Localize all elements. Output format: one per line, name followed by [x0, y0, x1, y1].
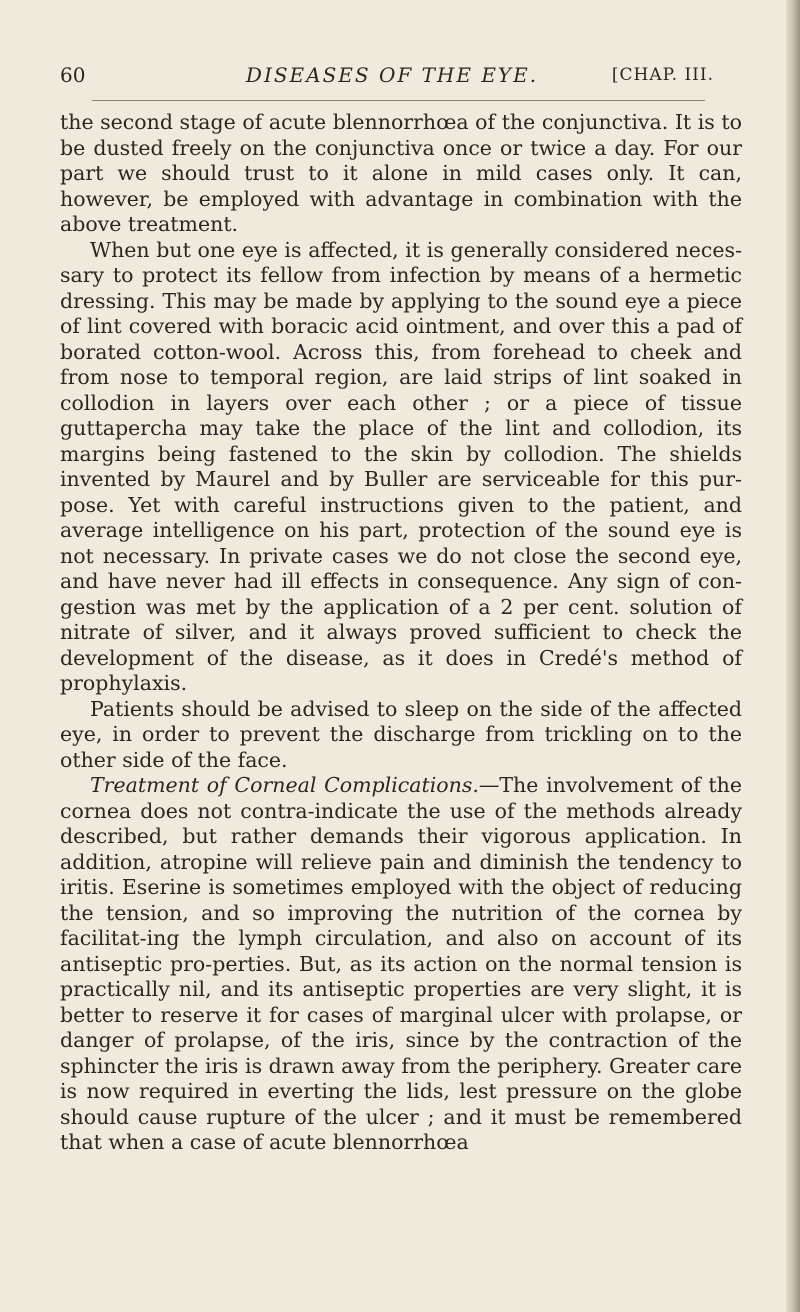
page-number: 60	[60, 63, 86, 87]
paragraph-text: —The involvement of the cornea does not contra-indicate the use of the methods already described, but rather demands their vigorous application. In addition, atropine will relieve pain and diminish the tendency to iritis. Eserine is sometimes employed with the object of reducing the tension, and so improving the nutrition of the cornea by facilitat-ing the lymph circulation, and also on account of its antiseptic pro-perties. But, as its action on the normal tension is practically nil, and its antiseptic properties are very slight, it is better to reserve it for cases of marginal ulcer with prolapse, or danger of prolapse, of the iris, since by the contraction of the sphincter the iris is drawn away from the periphery. Greater care is now required in everting the lids, lest pressure on the globe should cause rupture of the ulcer ; and it must be remembered that when a case of acute blennorrhœa	[60, 773, 742, 1154]
paragraph	[60, 773, 742, 1156]
running-title: DISEASES OF THE EYE.	[245, 63, 539, 87]
section-heading: Treatment of Corneal Complications.	[90, 773, 479, 797]
page-header	[42, 60, 742, 90]
body-text	[60, 110, 742, 1156]
paragraph-continued	[60, 110, 742, 238]
paragraph	[60, 238, 742, 697]
header-rule	[92, 100, 705, 101]
paragraph-text: Patients should be advised to sleep on the side of the affected eye, in order to prevent the discharge from trickling on to the other side of the face.	[60, 696, 742, 772]
paragraph	[60, 697, 742, 774]
page-edge-shadow	[786, 0, 800, 1312]
paragraph-text: the second stage of acute blennorrhœa of the conjunctiva. It is to be dusted freely on the conjunctiva once or twice a day. For our part we should trust to it alone in mild cases only. It can, however, be employed with advantage in combination with the above treatment.	[60, 110, 742, 236]
paragraph-text: When but one eye is affected, it is generally considered neces-sary to protect its fellow from infection by means of a hermetic dressing. This may be made by applying to the sound eye a piece of lint covered with boracic acid ointment, and over this a pad of borated cotton-wool. Across this, from forehead to cheek and from nose to temporal region, are laid strips of lint soaked in collodion in layers over each other ; or a piece of tissue guttapercha may take the place of the lint and collodion, its margins being fastened to the skin by collodion. The shields invented by Maurel and by Buller are serviceable for this pur-pose. Yet with careful instructions given to the patient, and average intelligence on his part, protection of the sound eye is not necessary. In private cases we do not close the second eye, and have never had ill effects in consequence. Any sign of con-gestion was met by the application of a 2 per cent. solution of nitrate of silver, and it always proved sufficient to check the development of the disease, as it does in Credé's method of prophylaxis.	[60, 237, 742, 695]
chapter-label: [CHAP. III.	[611, 65, 714, 85]
